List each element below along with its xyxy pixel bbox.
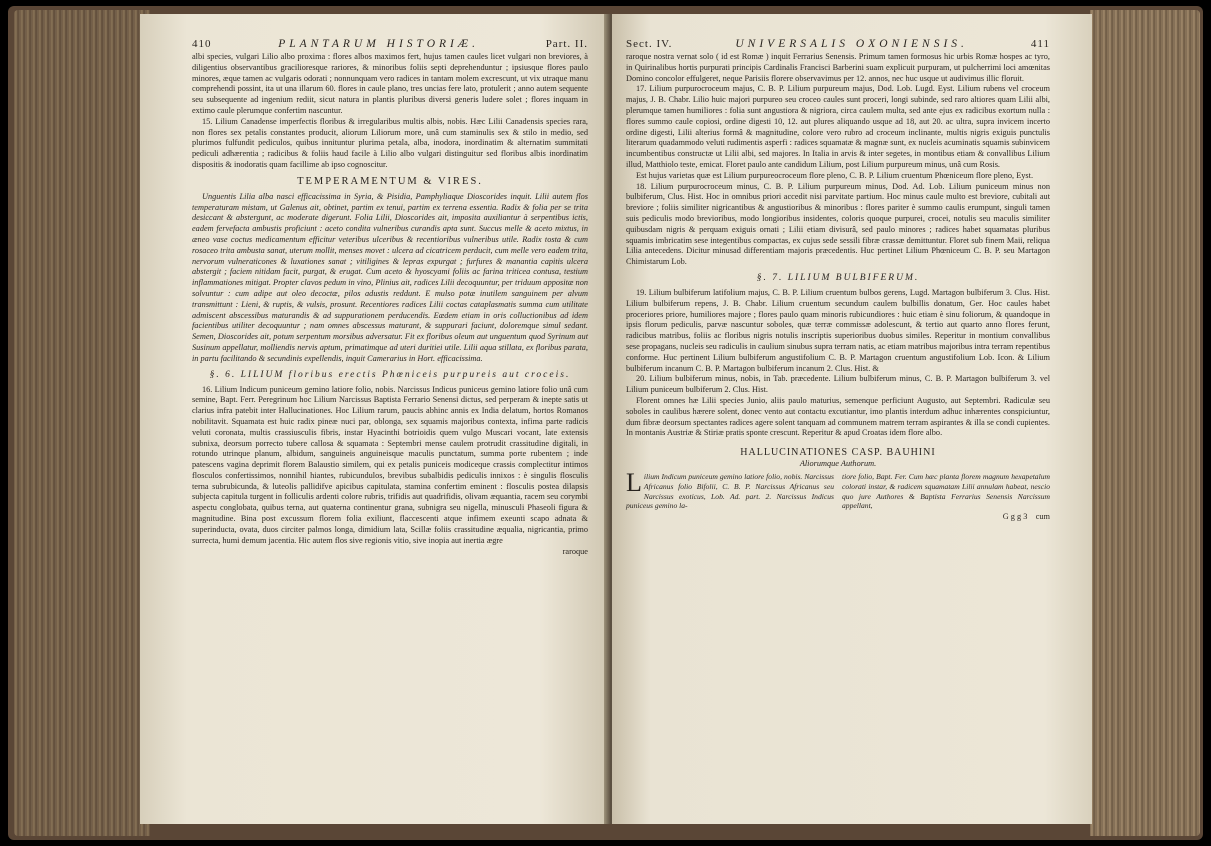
paragraph: 19. Lilium bulbiferum latifolium majus, C. B. P. Lilium cruentum bulbos gerens, Lugd. Martagon bulbiferum 3. Clus. Hist. Lilium bulbiferum repens, J. B. Chabr. Lilium cruentum secundum caulem bulbillis donatum, Ger. Hoc caules habet proceriores priore, humiliores majore ; flores paulo quam minoris rubicundiores : huic etiam è sinu foliorum, & quandoque in ipsis florum pediculis, parvæ nascuntur soboles, quæ terræ commissæ adolescunt, & tertio aut quarto anno flores ferunt, radicibus matribus, foliis ac floribus nigris notulis inscriptis superioribus duobus similes. Reperitur in montium convallibus sese propagans, nucleis seu radiculis in caulium sinubus supra terram natis, ac etiam matribus majoribus intra terram repentibus conforme. Huc pertinent Lilium bulbiferum angustifolium C. B. P. Martagon cruentum angustifolium Lob. Icon. & Lilium bulbiferum incanum C. B. P. Martagon bulbiferum incanum 2. Clus. Hist. &	[626, 287, 1050, 373]
drop-cap: L	[626, 468, 642, 498]
paragraph: Unguentis Lilia alba nasci efficacissima in Syria, & Pisidia, Pamphyliaque Dioscorides inquit. Lilii autem flos temperaturam mistam, ut Galenus ait, obtinet, partim ex tenui, partim ex terrena essentia. Radix & folia per se trita desiccant & abstergunt, ac moderate digerunt. Folia Lilii, Dioscorides ait, imposita auxiliantur à serpentibus ictis, eadem fervefacta ambustis proficiunt : aceto condita vulneribus curandis apta sunt. Succus melle & aceto mixtus, in æneo vase coctus medicamentum efficitur veteribus ulceribus & recentioribus vulneribus utile. Radix tosta & cum rosaceo trita ambusta sanat, uterum mollit, menses movet : ulcera ad cicatricem perducit, cum melle vero eadem trita, nervorum vulneraticones & luxationes sanat ; vitiligines & lepras expurgat ; furfures & manantia capitis ulcera abstergit ; faciem nitidam facit, purgat, & erugat. Cum aceto & hyoscyami foliis ac farina triticea contusa, testium inflammationes mitigat. Propter clavos pedum in vino, Plinius ait, radices Lilii decoquuntur, per triduum appositæ non solvuntur : cum adipe aut oleo decoctæ, pilos adustis reddunt. E mulso potæ inutilem sanguinem per alvum transmittunt : Lieni, & ruptis, & vulsis, prosunt. Recentiores radices Lilii coctas cataplasmatis summa cum utilitate admiscent abscessibus maturandis & ad suppurationem perducendis. Eædem etiam in oris colluctionibus ad idem facientibus utiliter decoquuntur ; nam omnes abscessus maturant, & suppurari faciunt, doloremque simul sedant. Semen, Dioscorides ait, potum serpentum morsibus adversatur. Fit ex floribus oleum aut unguentum quod Syrinum aut Susinum appellatur, molliendis nervis aptum, primatimque ad uteri duritiei utile. Lilii aqua stillata, ex floribus parata, in partu facilitando & secundinis expellendis, inquit Camerarius in Hort. efficacissima.	[192, 191, 588, 363]
paragraph: Florent omnes hæ Lilii species Junio, aliis paulo maturius, semenque perficiunt Augusto, aut Septembri. Radiculæ seu soboles in caulibus hærere solent, donec vento aut contactu excutiantur, imo plantis interdum adhuc inhærentes conspiciuntur, dum fibræ deorsum spectantes radices agere solent tanquam ad communem matrem terram aspirantes & illa se condi cupientes. In montanis Austriæ & Stiriæ pratis sponte crescunt. Reperitur & apud Croatas idem flore albo.	[626, 395, 1050, 438]
signature-catchword	[626, 512, 1050, 521]
paragraph: albi species, vulgari Lilio albo proxima : flores albos maximos fert, hujus tamen caules licet vulgari non breviores, à diligentius observantibus gracilioresque rariores, & minoribus foliis septi deprehenduntur ; ipsiusque flores paulo minores, æque tamen ac vulgaris odorati ; nonnunquam vero radices in tantam molem excrescunt, ut vix utraque manu comprehendi possint, ita ut una illarum 60. flores in caule plano, tres uncias fere lato, protulerit ; anno autem sequente seu subsequente ad ingenium rediit, sicut natura in plantis pluribus diversi generis ludere solet ; flores inquam in extimo caule plerumque confertim nascuntur.	[192, 52, 588, 115]
paragraph: raroque nostra vernat solo ( id est Romæ ) inquit Ferrarius Senensis. Primum tamen formosus hic urbis Romæ hospes ac tyro, in Quirinalibus hortis purpurati principis Cardinalis Francisci Barberini suam explicuit purpuram, ut pulcherrimi loci amœnitas Domino concolor effulgeret, neque Parisiis florere observavimus per 12. annos, nec huc usque ut audivimus illic floruit.	[626, 52, 1050, 83]
catchword: raroque	[562, 547, 588, 557]
running-title-right: UNIVERSALIS OXONIENSIS.	[735, 38, 968, 50]
right-page	[612, 14, 1092, 824]
hallucinationes-heading: HALLUCINATIONES CASP. BAUHINI	[740, 447, 936, 459]
paragraph: 15. Lilium Canadense imperfectis floribus & irregularibus multis albis, nobis. Hæc Lilii Canadensis species rara, non flores sex petalis constantes producit, aliorum Liliorum more, unâ cum staminulis sex & stilo in medio, sed plurimos fulfundit pediculos, quibus innituntur plurima petala, alba, inodora, inordinatim & alternatim summitati pediculi adhærentia ; radicibus & foliis haud facile à Lilio albo vulgari distinguitur sed floribus albis inordinatim dispositis & inodoratis quam facillime ab ipso cognoscitur.	[192, 116, 588, 169]
right-page-block-edge	[1090, 10, 1200, 836]
left-page-block-edge	[14, 10, 150, 836]
catchword: cum	[1035, 512, 1050, 522]
paragraph: 16. Lilium Indicum puniceum gemino latiore folio, nobis. Narcissus Indicus puniceus gemino latiore folio unâ cum semine, Bapt. Ferr. Peregrinum hoc Lilium Narcissus Baptista Ferrario Senensi dictus, sed perperam & inepte satis ut clarius infra patebit inter Hallucinationes. Hoc Lilium rarum, paucis abhinc annis ex India delatum, hortos Romanos nobilitavit. Squamata est huic radix pineæ nuci par, oblonga, sex squamis majoribus contexta, infima parte radicis veluti coronata, multis crassiusculis fibris, instar Hyacinthi botrioidis quem vulgo Muscari vocant, late extensis subnixa, deorsum porrecto tubere callosa & squamata : Septembri mense caulem protrudit crassitudine digitali, in rotundo utrinque planum, albidum, sanguineis anguineisque maculis punctatum, summa porte rubentem ; inde patescens vagina deprimit florem Balaustio similem, qui ex petalis puniceis modiceque crassis complectitur intimos flosculos confertissimos, nonnihil hiantes, rubicundulos, brevibus subalbidis pediculis innixos : è singulis flosculis terna subrubicunda, & luteolis pallidifve apicibus capitulata, stamina confertim eminent : flosculis postea dilapsis subjecta capitula turgent in folliculis ardenti colore rubris, trifidis aut quadrifidis, olivam æquantia, racem seu corymbi aspectu conglobata, quibus terna, aut quaterna continentur grana, subnigra seu nigella, minusculi Phaseoli figura & magnitudine. Bina post excussum florem folia exiliunt, flaccescenti atque infimem exeunti scapo adnata & superinducta, ovata, duos circiter palmos longa, dimidium lata, Scillæ foliis crassitudine æqualia, nigricantia, primo surrecta, humi demum jacentia. Hic autem flos sive regionis vitio, sive inopia aut inertia ægre	[192, 384, 588, 545]
left-running-head	[192, 38, 588, 50]
signature-mark: G g g 3	[1002, 512, 1028, 522]
right-running-head	[626, 38, 1050, 50]
page-number-left: 410	[192, 38, 212, 50]
hallucinationes-subheading: Aliorumque Authorum.	[799, 459, 877, 469]
section-heading: §. 7. LILIUM BULBIFERUM.	[756, 272, 920, 283]
paragraph: 18. Lilium purpurocroceum minus, C. B. P. Lilium purpureum minus, Dod. Ad. Lob. Lilium puniceum minus non bulbiferum, Clus. Hist. Hoc in omnibus priori accedit nisi parvitate partium. Hoc minus caule multo est breviore, cubitali aut breviore ; foliis similiter nigricantibus & angustioribus & minoribus : flores pariter è summo caulis erumpunt, singuli tamen suis pediculis modo brevioribus, modo longioribus insidentes, coloris quoque purpurei, crocei, notulis seu maculis similiter quibusdam nigris & perquam exiguis ornati ; Lilii etiam divisurâ, sed paulo minores ; radices habet squamatas pluribus squamis imbricatim sese integentibus compactas, ex cujus sede sessili fibræ crassæ demittuntur. Floret sub finem Maii, reliqua Lilia antecedens. Dicitur minusad differentiam majoris præcedentis. Huc pertinet Lilium Phœniceum C. B. P. seu Martagon Chimistarum Lob.	[626, 181, 1050, 267]
paragraph: Est hujus varietas quæ est Lilium purpureocroceum flore pleno, C. B. P. Lilium cruentum Phœniceum flore pleno, Eyst.	[636, 170, 1034, 180]
left-page	[140, 14, 610, 824]
footnote-columns	[626, 468, 1050, 511]
section-heading: §. 6. LILIUM floribus erectis Phœniceis purpureis aut croceis.	[209, 369, 571, 380]
section-heading: TEMPERAMENTUM & VIRES.	[297, 175, 483, 187]
footnote-left-text: ilium Indicum puniceum gemino latiore folio, nobis. Narcissus Africanus folio Bifolii, C. B. P. Narcissus Africanus seu Narcissus exoticus, Lob. Ad. part. 2. Narcissus Indicus puniceus gemino la-	[626, 472, 834, 511]
running-title-left: PLANTARUM HISTORIÆ.	[278, 38, 479, 50]
part-label: Part. II.	[545, 38, 588, 50]
footnote-left-column	[626, 468, 834, 511]
page-number-right: 411	[1030, 38, 1050, 50]
section-label: Sect. IV.	[626, 38, 673, 50]
paragraph: 20. Lilium bulbiferum minus, nobis, in Tab. præcedente. Lilium bulbiferum minus, C. B. P. Martagon bulbiferum 3. vel Lilium puniceum bulbiferum 2. Clus. Hist.	[626, 374, 1050, 395]
paragraph: 17. Lilium purpurocroceum majus, C. B. P. Lilium purpureum majus, Dod. Lob. Lugd. Eyst. Lilium rubens vel croceum majus, J. B. Chabr. Lilio huic majori purpureo seu croceo caules sunt proceri, longi subinde, sed raro altiores quam Lilii albi, plerumque tamen humiliores : folia sunt angustiora & nigriora, circa caulem multa, sed ante ejus ex radicibus exortum nulla : flores summo caule copiosi, ordine digesti 10, 12. aut plures aliquando usque ad 18, aut 20. ac ultra, supra invicem incerto ordine digesti, Lilii alterius formâ & magnitudine, colore vero rubro ad croceum inclinante, multis nigris exiguis punctulis literarum quadammodo veluti rudimentis asperfi : radices squamatæ & magnæ sunt, ex nucleis acuminatis squamis subinvicem incumbentibus constructæ ut Lilii albi, sed majores. In Italia in arvis & inter segetes, in montibus etiam & convallibus Lilium illud, Matthiolo teste, emicat. Floret paulo ante candidum Lilium, post Lilium purpureum minus, unâ cum Rosis.	[626, 84, 1050, 169]
footnote-right-column: tiore folio, Bapt. Fer. Cum hæc planta florem magnum hexapetalum colorati instar, & radicem squamatam Lilii annulam habeat, nescio quo jure Authores & Baptista Ferrarius Senensis Narcissum appellant,	[842, 472, 1050, 511]
